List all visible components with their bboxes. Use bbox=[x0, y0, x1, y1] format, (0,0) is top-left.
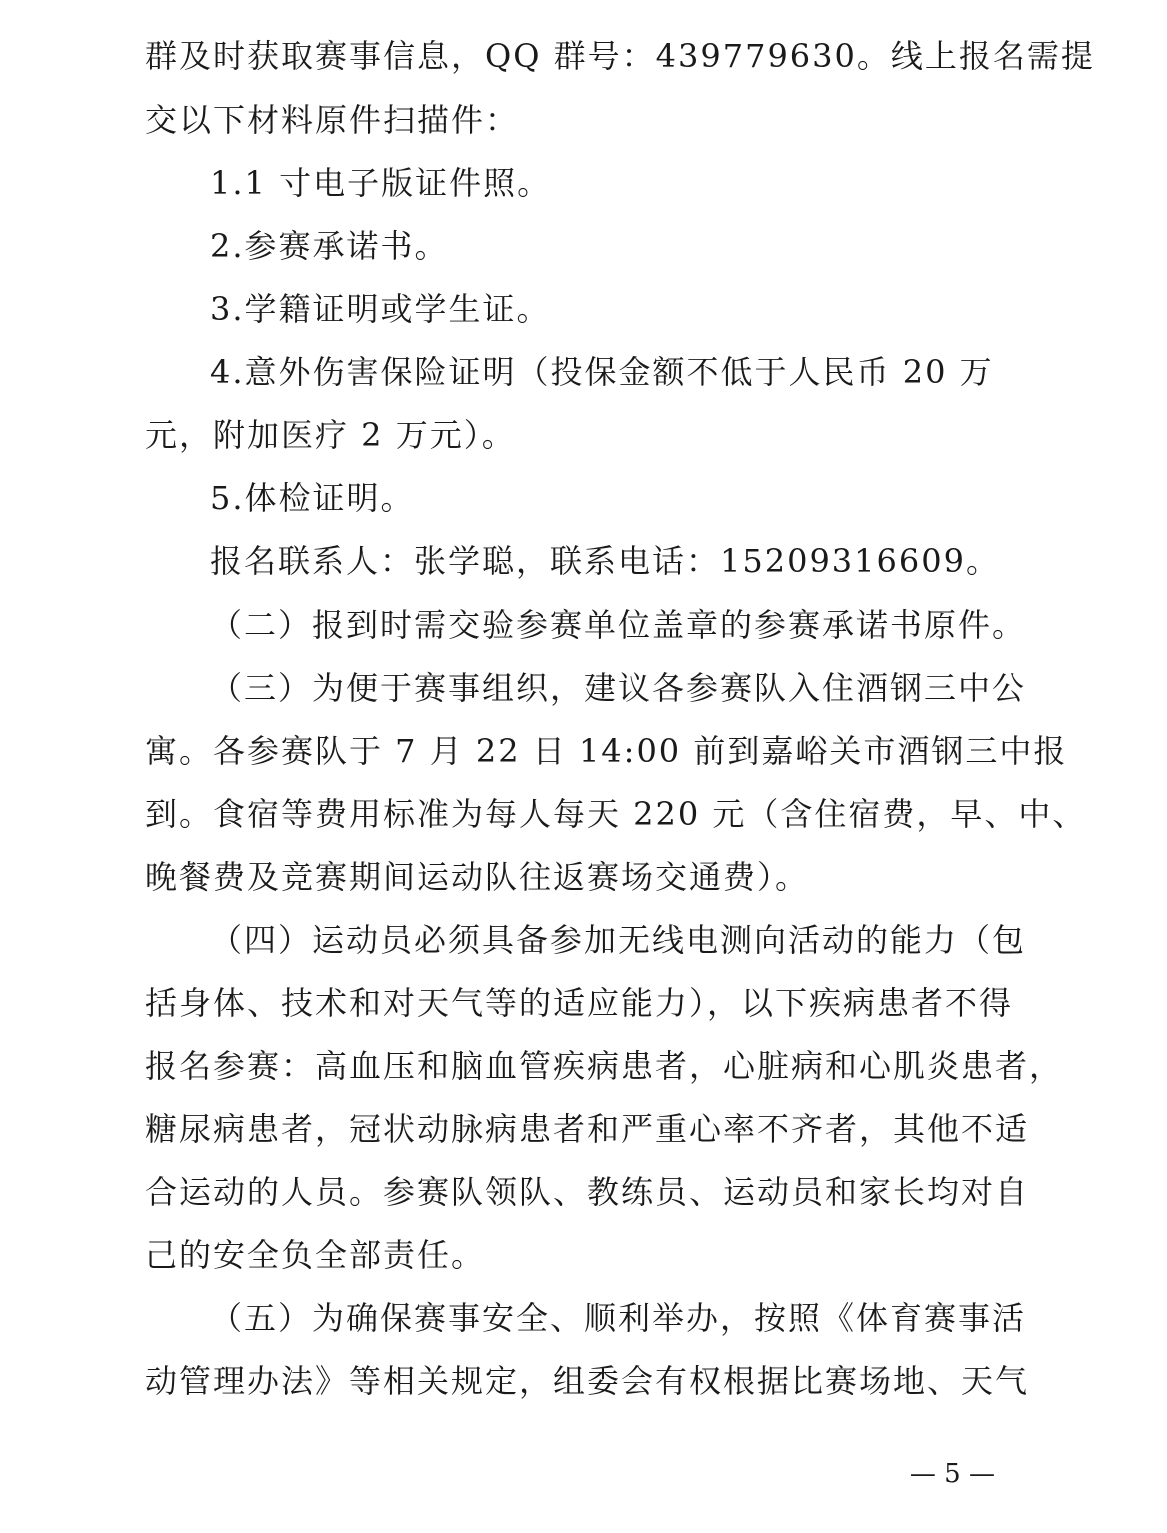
paragraph-heading-line: （四）运动员必须具备参加无线电测向活动的能力（包 bbox=[210, 921, 1027, 959]
text-line: 报名参赛：高血压和脑血管疾病患者，心脏病和心肌炎患者， bbox=[145, 1047, 1064, 1085]
paragraph-heading-line: （二）报到时需交验参赛单位盖章的参赛承诺书原件。 bbox=[210, 606, 1027, 644]
text-line: 到。食宿等费用标准为每人每天 220 元（含住宿费，早、中、 bbox=[145, 795, 1087, 833]
list-item: 4.意外伤害保险证明（投保金额不低于人民币 20 万 bbox=[210, 353, 994, 391]
text-line: 群及时获取赛事信息，QQ 群号：439779630。线上报名需提 bbox=[145, 37, 1095, 75]
contact-line: 报名联系人：张学聪，联系电话：15209316609。 bbox=[210, 542, 1000, 580]
text-line: 元，附加医疗 2 万元）。 bbox=[145, 416, 516, 454]
text-line: 括身体、技术和对天气等的适应能力），以下疾病患者不得 bbox=[145, 984, 1014, 1022]
text-line: 交以下材料原件扫描件： bbox=[145, 101, 520, 139]
text-line: 糖尿病患者，冠状动脉病患者和严重心率不齐者，其他不适 bbox=[145, 1110, 1030, 1148]
text-line: 寓。各参赛队于 7 月 22 日 14:00 前到嘉峪关市酒钢三中报 bbox=[145, 732, 1068, 770]
list-item: 1.1 寸电子版证件照。 bbox=[210, 164, 552, 202]
text-line: 动管理办法》等相关规定，组委会有权根据比赛场地、天气 bbox=[145, 1362, 1030, 1400]
paragraph-heading-line: （五）为确保赛事安全、顺利举办，按照《体育赛事活 bbox=[210, 1299, 1027, 1337]
text-line: 己的安全负全部责任。 bbox=[145, 1236, 486, 1274]
list-item: 2.参赛承诺书。 bbox=[210, 227, 449, 265]
paragraph-heading-line: （三）为便于赛事组织，建议各参赛队入住酒钢三中公 bbox=[210, 669, 1027, 707]
list-item: 3.学籍证明或学生证。 bbox=[210, 290, 551, 328]
text-line: 合运动的人员。参赛队领队、教练员、运动员和家长均对自 bbox=[145, 1173, 1030, 1211]
text-line: 晚餐费及竞赛期间运动队往返赛场交通费）。 bbox=[145, 858, 810, 896]
list-item: 5.体检证明。 bbox=[210, 479, 415, 517]
page-number: — 5 — bbox=[909, 1459, 995, 1489]
